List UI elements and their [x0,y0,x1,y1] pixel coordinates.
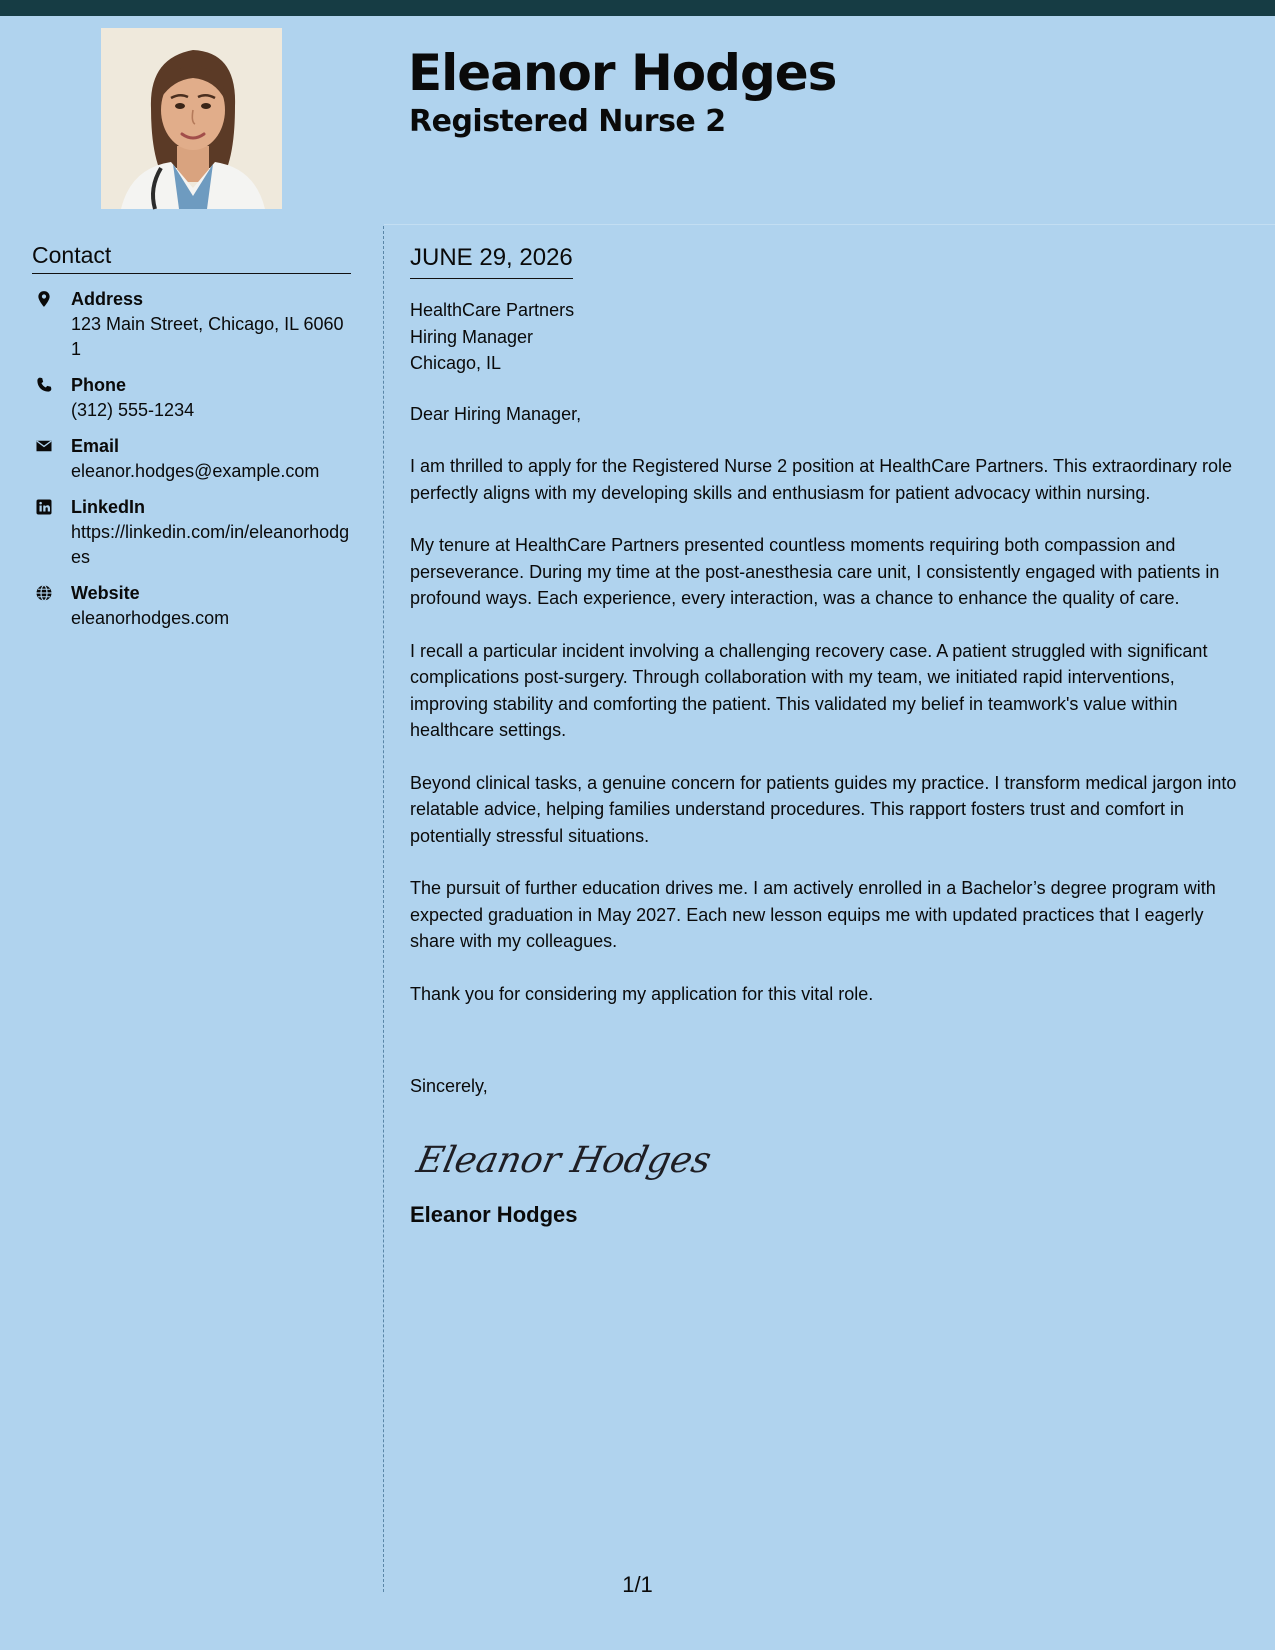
header-divider [384,224,1275,225]
letter-paragraph: Beyond clinical tasks, a genuine concern for patients guides my practice. I transform medical jargon into relatable advice, helping families understand procedures. This rapport fosters trust and comfort in potentially stressful situations. [410,772,1237,846]
contact-label-address: Address [71,289,144,309]
globe-icon [35,584,53,602]
linkedin-icon [35,498,53,516]
avatar [101,28,282,209]
location-pin-icon [35,290,53,308]
salutation: Dear Hiring Manager, [410,403,582,424]
contact-label-linkedin: LinkedIn [71,497,146,517]
recipient-location: Chicago, IL [410,353,502,373]
envelope-icon [35,437,53,455]
letter-paragraph: The pursuit of further education drives me. I am actively enrolled in a Bachelor’s degree program with expected graduation in May 2027. Each new lesson equips me with updated practices that I eagerly share with my colleagues. [410,878,1216,951]
letter-paragraph: Thank you for considering my application for this vital role. [410,983,874,1004]
letter-paragraph: My tenure at HealthCare Partners presented countless moments requiring both compassion and perseverance. During my time at the post-anesthesia care unit, I consistently engaged with patients in profound ways. Each experience, every interaction, was a chance to enhance the quality of care. [410,535,1220,608]
contact-value-phone: (312) 555-1234 [71,400,195,420]
profile-photo [101,28,282,209]
contact-item-linkedin [32,494,351,570]
page-number: 1/1 [622,1572,653,1597]
handwritten-signature [413,1130,1250,1190]
letter-paragraph: I recall a particular incident involving a challenging recovery case. A patient struggled with significant complications post-surgery. Through collaboration with my team, we initiated rapid interventions, improving stability and comforting the patient. This validated my belief in teamwork's value within healthcare settings. [410,640,1208,740]
contact-label-email: Email [71,436,120,456]
contact-item-address [32,286,351,362]
contact-label-phone: Phone [71,375,127,395]
svg-text:Eleanor Hodges: Eleanor Hodges [413,1137,716,1181]
contact-value-address: 123 Main Street, Chicago, IL 60601 [71,314,344,359]
contact-heading: Contact [32,238,351,274]
recipient-company: HealthCare Partners [410,300,575,320]
contact-list [32,286,351,631]
job-title: Registered Nurse 2 [409,104,726,139]
top-accent-bar [0,0,1275,16]
contact-value-email[interactable]: eleanor.hodges@example.com [71,461,320,481]
contact-sidebar [32,238,351,641]
recipient-block [410,297,1250,377]
letter-paragraph: I am thrilled to apply for the Registered Nurse 2 position at HealthCare Partners. This extraordinary role perfectly aligns with my developing skills and enthusiasm for patient advocacy within nursing. [410,456,1233,503]
contact-item-phone [32,372,351,423]
candidate-name: Eleanor Hodges [408,44,837,102]
sidebar-divider [383,226,384,1592]
contact-value-website[interactable]: eleanorhodges.com [71,608,230,628]
letter-date: JUNE 29, 2026 [410,240,573,279]
contact-value-linkedin[interactable]: https://linkedin.com/in/eleanorhodges [71,522,350,567]
contact-item-email [32,433,351,484]
signer-name: Eleanor Hodges [410,1201,578,1227]
contact-label-website: Website [71,583,140,603]
signature-image [413,1130,716,1190]
recipient-title: Hiring Manager [410,326,534,347]
phone-icon [35,376,53,394]
closing: Sincerely, [410,1076,488,1096]
contact-item-website [32,580,351,631]
letter-body [410,240,1250,1230]
